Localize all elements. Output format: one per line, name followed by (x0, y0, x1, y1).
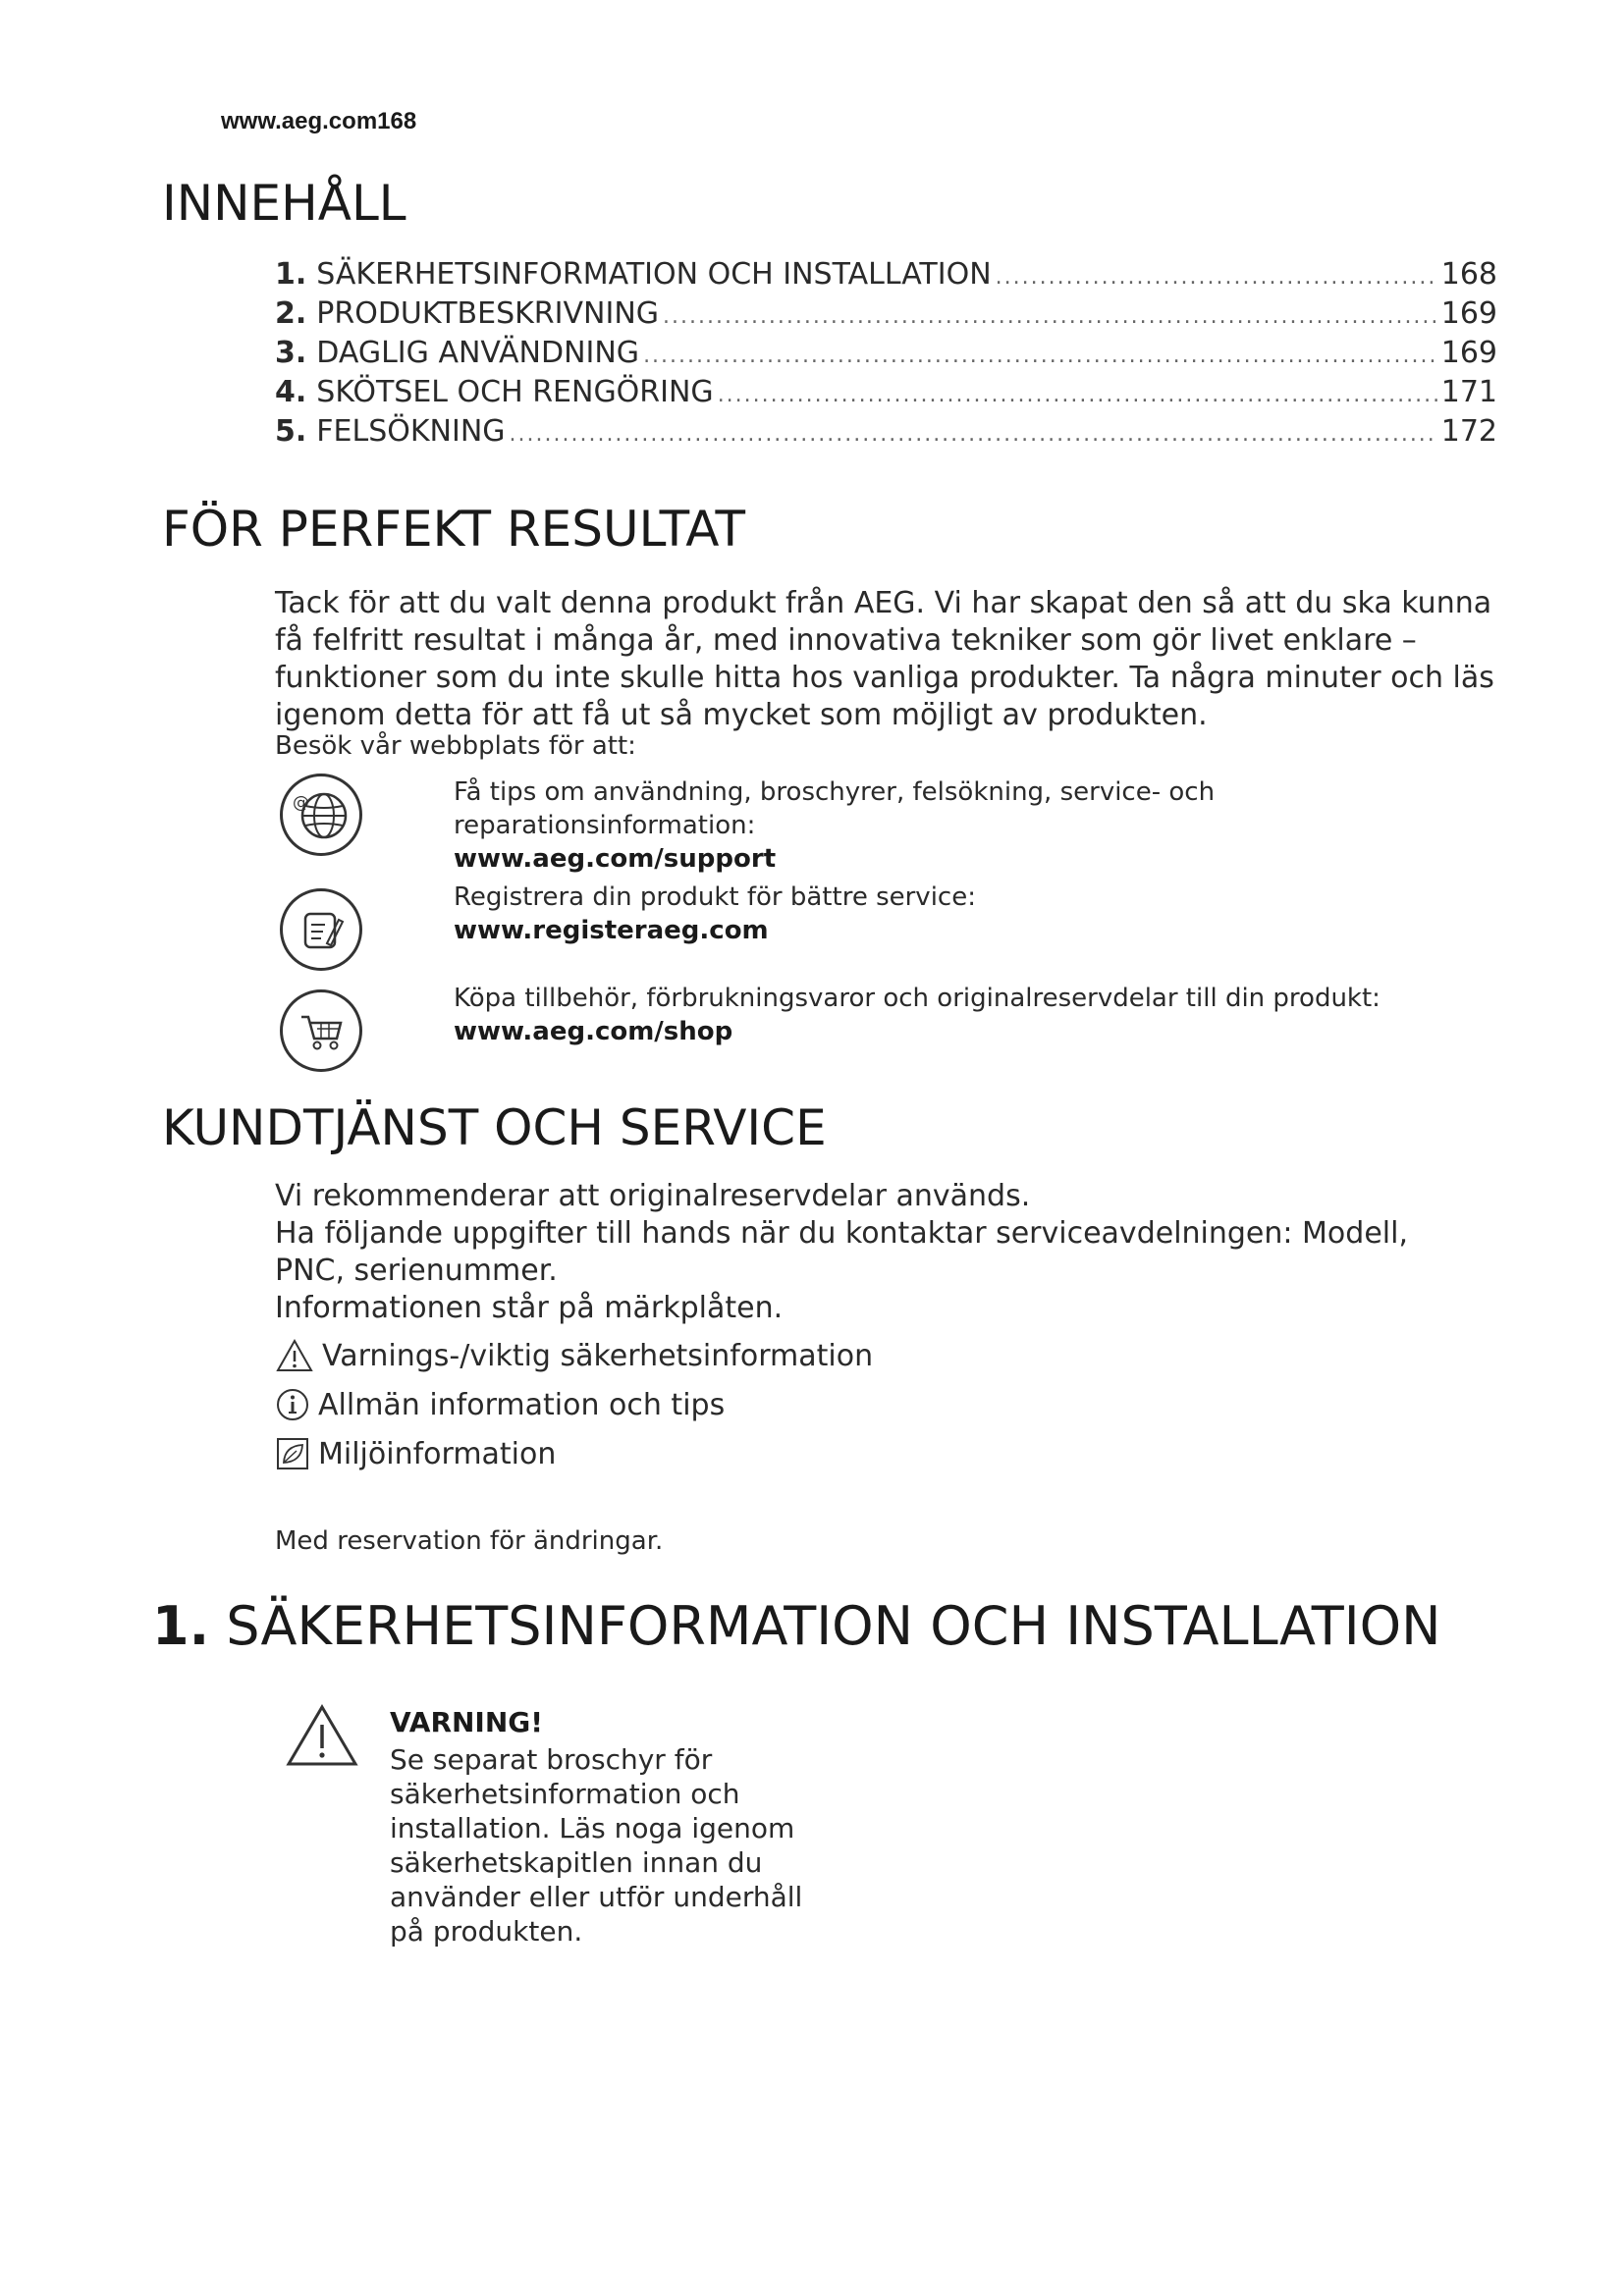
support-link[interactable]: www.aeg.com/support (454, 844, 777, 874)
info-icon (275, 1387, 310, 1422)
toc-item[interactable] (275, 414, 1497, 454)
svg-text:@: @ (293, 793, 309, 813)
section-title-perfect: FÖR PERFEKT RESULTAT (162, 501, 746, 558)
warning-icon (275, 1338, 314, 1373)
toc-item-page: 172 (1440, 414, 1497, 449)
shop-description: Köpa tillbehör, förbrukningsvaror och originalreservdelar till din produkt: (454, 984, 1380, 1013)
service-line-3: Informationen står på märkplåten. (275, 1291, 784, 1325)
toc-item-label: SÄKERHETSINFORMATION OCH INSTALLATION (316, 257, 992, 292)
toc-item[interactable] (275, 257, 1497, 296)
header-url[interactable]: www.aeg.com (221, 108, 378, 134)
table-of-contents (275, 257, 1497, 454)
toc-title: INNEHÅLL (162, 175, 406, 232)
register-link-block (454, 881, 1435, 947)
toc-item-label: PRODUKTBESKRIVNING (316, 296, 660, 331)
toc-item-label: FELSÖKNING (316, 414, 506, 449)
toc-leader (663, 304, 1437, 329)
toc-item-label: DAGLIG ANVÄNDNING (316, 336, 640, 370)
warning-icon-large (285, 1703, 359, 1772)
toc-item-number: 5. (275, 414, 307, 449)
toc-item-number: 3. (275, 336, 307, 370)
legend-info-label: Allmän information och tips (318, 1387, 726, 1422)
service-line-1: Vi rekommenderar att originalreservdelar används. (275, 1179, 1031, 1213)
toc-item-page: 169 (1440, 296, 1497, 331)
service-text (275, 1178, 1512, 1327)
visit-text: Besök vår webbplats för att: (275, 731, 636, 761)
section-title-safety (152, 1595, 1441, 1657)
legend-environment-label: Miljöinformation (318, 1436, 557, 1471)
toc-item-page: 171 (1440, 375, 1497, 409)
warning-text: Se separat broschyr för säkerhetsinformation och installation. Läs noga igenom säkerhetskapitlen innan du använder eller utför underhåll på produkten. (390, 1743, 803, 1948)
legend-warning (275, 1338, 873, 1373)
legend-warning-label: Varnings-/viktig säkerhetsinformation (322, 1338, 874, 1373)
support-link-block (454, 775, 1435, 876)
toc-item-page: 169 (1440, 336, 1497, 370)
toc-leader (996, 265, 1437, 290)
service-line-2: Ha följande uppgifter till hands när du kontaktar serviceavdelningen: Modell, PNC, serienummer. (275, 1216, 1408, 1288)
page-header (221, 108, 416, 135)
toc-leader (718, 383, 1437, 407)
register-description: Registrera din produkt för bättre service: (454, 882, 976, 912)
toc-item[interactable] (275, 296, 1497, 336)
globe-icon (280, 774, 362, 856)
toc-item-number: 4. (275, 375, 307, 409)
shop-link[interactable]: www.aeg.com/shop (454, 1017, 733, 1046)
shop-link-block (454, 982, 1435, 1048)
section-number: 1. (152, 1595, 210, 1657)
toc-item-label: SKÖTSEL OCH RENGÖRING (316, 375, 714, 409)
section-title-text: SÄKERHETSINFORMATION OCH INSTALLATION (226, 1595, 1441, 1657)
reservation-note: Med reservation för ändringar. (275, 1526, 664, 1556)
page-number: 168 (377, 108, 417, 134)
toc-leader (510, 422, 1437, 447)
toc-item-number: 2. (275, 296, 307, 331)
legend-environment (275, 1436, 556, 1471)
toc-item[interactable] (275, 375, 1497, 414)
register-icon (280, 888, 362, 971)
toc-item-page: 168 (1440, 257, 1497, 292)
section-title-service: KUNDTJÄNST OCH SERVICE (162, 1099, 827, 1156)
register-link[interactable]: www.registeraeg.com (454, 916, 769, 945)
toc-item[interactable] (275, 336, 1497, 375)
warning-title: VARNING! (390, 1706, 544, 1738)
toc-leader (643, 344, 1437, 368)
support-description: Få tips om användning, broschyrer, felsökning, service- och reparationsinformation: (454, 777, 1216, 840)
intro-paragraph: Tack för att du valt denna produkt från AEG. Vi har skapat den så att du ska kunna få felfritt resultat i många år, med innovativa tekniker som gör livet enklare – funktioner som du inte skulle hitta hos vanliga produkter. Ta några minuter och läs igenom detta för att få ut så mycket som möjligt av produkten. (275, 586, 1494, 732)
toc-item-number: 1. (275, 257, 307, 292)
legend-info (275, 1387, 725, 1422)
environment-icon (275, 1436, 310, 1471)
cart-icon (280, 989, 362, 1072)
